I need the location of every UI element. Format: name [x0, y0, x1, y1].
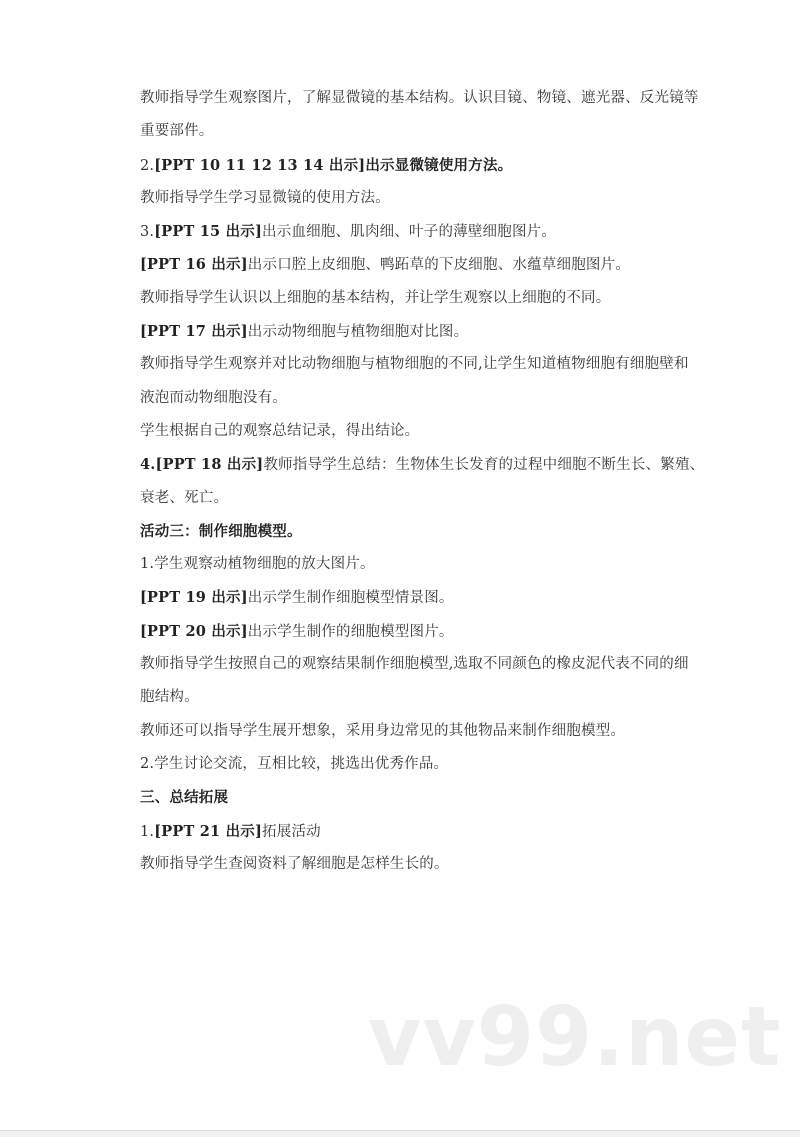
document-body: [140, 82, 705, 881]
text-line: [140, 648, 700, 681]
text-line: [140, 615, 700, 648]
text-run: 出示血细胞、肌肉细、叶子的薄壁细胞图片。: [262, 224, 557, 241]
page-bottom-edge: [0, 1131, 800, 1137]
text-line: [140, 215, 700, 248]
text-line: [140, 715, 700, 748]
text-run: 教师指导学生认识以上细胞的基本结构，并让学生观察以上细胞的不同。: [140, 289, 611, 306]
text-run: 教师指导学生总结：生物体生长发育的过程中细胞不断生长、繁殖、: [263, 457, 705, 474]
text-run: 出示动物细胞与植物细胞对比图。: [247, 324, 469, 341]
text-run: 液泡而动物细胞没有。: [140, 389, 287, 406]
bold-text-run: [PPT 19 出示]: [140, 589, 248, 607]
bold-text-run: 活动三：制作细胞模型。: [140, 522, 302, 540]
text-run: 教师指导学生学习显微镜的使用方法。: [140, 189, 390, 206]
text-line: [140, 115, 700, 148]
text-line: [140, 382, 700, 415]
text-run: 学生根据自己的观察总结记录，得出结论。: [140, 422, 420, 439]
text-line: [140, 815, 700, 848]
text-line: [140, 149, 700, 182]
text-line: [140, 315, 700, 348]
text-run: 出示学生制作的细胞模型图片。: [247, 623, 454, 640]
text-line: [140, 248, 700, 281]
text-line: [140, 848, 700, 881]
text-run: 2.: [140, 157, 155, 174]
bold-text-run: [PPT 20 出示]: [140, 622, 248, 640]
text-run: 拓展活动: [262, 823, 321, 840]
text-run: 出示学生制作细胞模型情景图。: [247, 590, 454, 607]
bold-text-run: 三、总结拓展: [140, 789, 229, 807]
text-line: [140, 282, 700, 315]
text-line: [140, 348, 700, 381]
bold-text-run: [PPT 15 出示]: [154, 223, 263, 241]
text-run: 教师指导学生观察图片，了解显微镜的基本结构。认识目镜、物镜、遮光器、反光镜等: [140, 90, 699, 106]
text-run: 教师指导学生查阅资料了解细胞是怎样生长的。: [140, 855, 449, 872]
text-run: 衰老、死亡。: [140, 489, 229, 506]
text-run: 1.: [140, 823, 155, 840]
text-line: [140, 748, 700, 781]
bold-text-run: [PPT 16 出示]: [140, 256, 248, 274]
text-run: 出示口腔上皮细胞、鸭跖草的下皮细胞、水蕴草细胞图片。: [247, 257, 630, 274]
bold-text-run: [PPT 17 出示]: [140, 323, 248, 341]
text-run: 教师指导学生观察并对比动物细胞与植物细胞的不同,让学生知道植物细胞有细胞壁和: [140, 356, 689, 373]
text-line: [140, 82, 700, 115]
text-run: 胞结构。: [140, 689, 199, 706]
text-run: 2.学生讨论交流，互相比较，挑选出优秀作品。: [140, 755, 449, 772]
text-run: 重要部件。: [140, 123, 214, 140]
text-run: 1.学生观察动植物细胞的放大图片。: [140, 556, 375, 573]
text-line: [140, 515, 700, 548]
text-line: [140, 581, 700, 614]
text-line: [140, 781, 700, 814]
text-line: [140, 182, 700, 215]
text-line: [140, 548, 700, 581]
text-line: [140, 415, 700, 448]
text-run: 教师指导学生按照自己的观察结果制作细胞模型,选取不同颜色的橡皮泥代表不同的细: [140, 656, 689, 673]
text-line: [140, 482, 700, 515]
bold-text-run: [PPT 10 11 12 13 14 出示]出示显微镜使用方法。: [154, 156, 513, 174]
text-line: [140, 681, 700, 714]
text-run: 教师还可以指导学生展开想象，采用身边常见的其他物品来制作细胞模型。: [140, 722, 626, 739]
watermark: vv99.net: [368, 990, 782, 1085]
text-line: [140, 448, 705, 481]
text-run: 3.: [140, 224, 155, 241]
bold-text-run: [PPT 21 出示]: [154, 822, 263, 840]
bold-text-run: 4.[PPT 18 出示]: [140, 456, 264, 474]
